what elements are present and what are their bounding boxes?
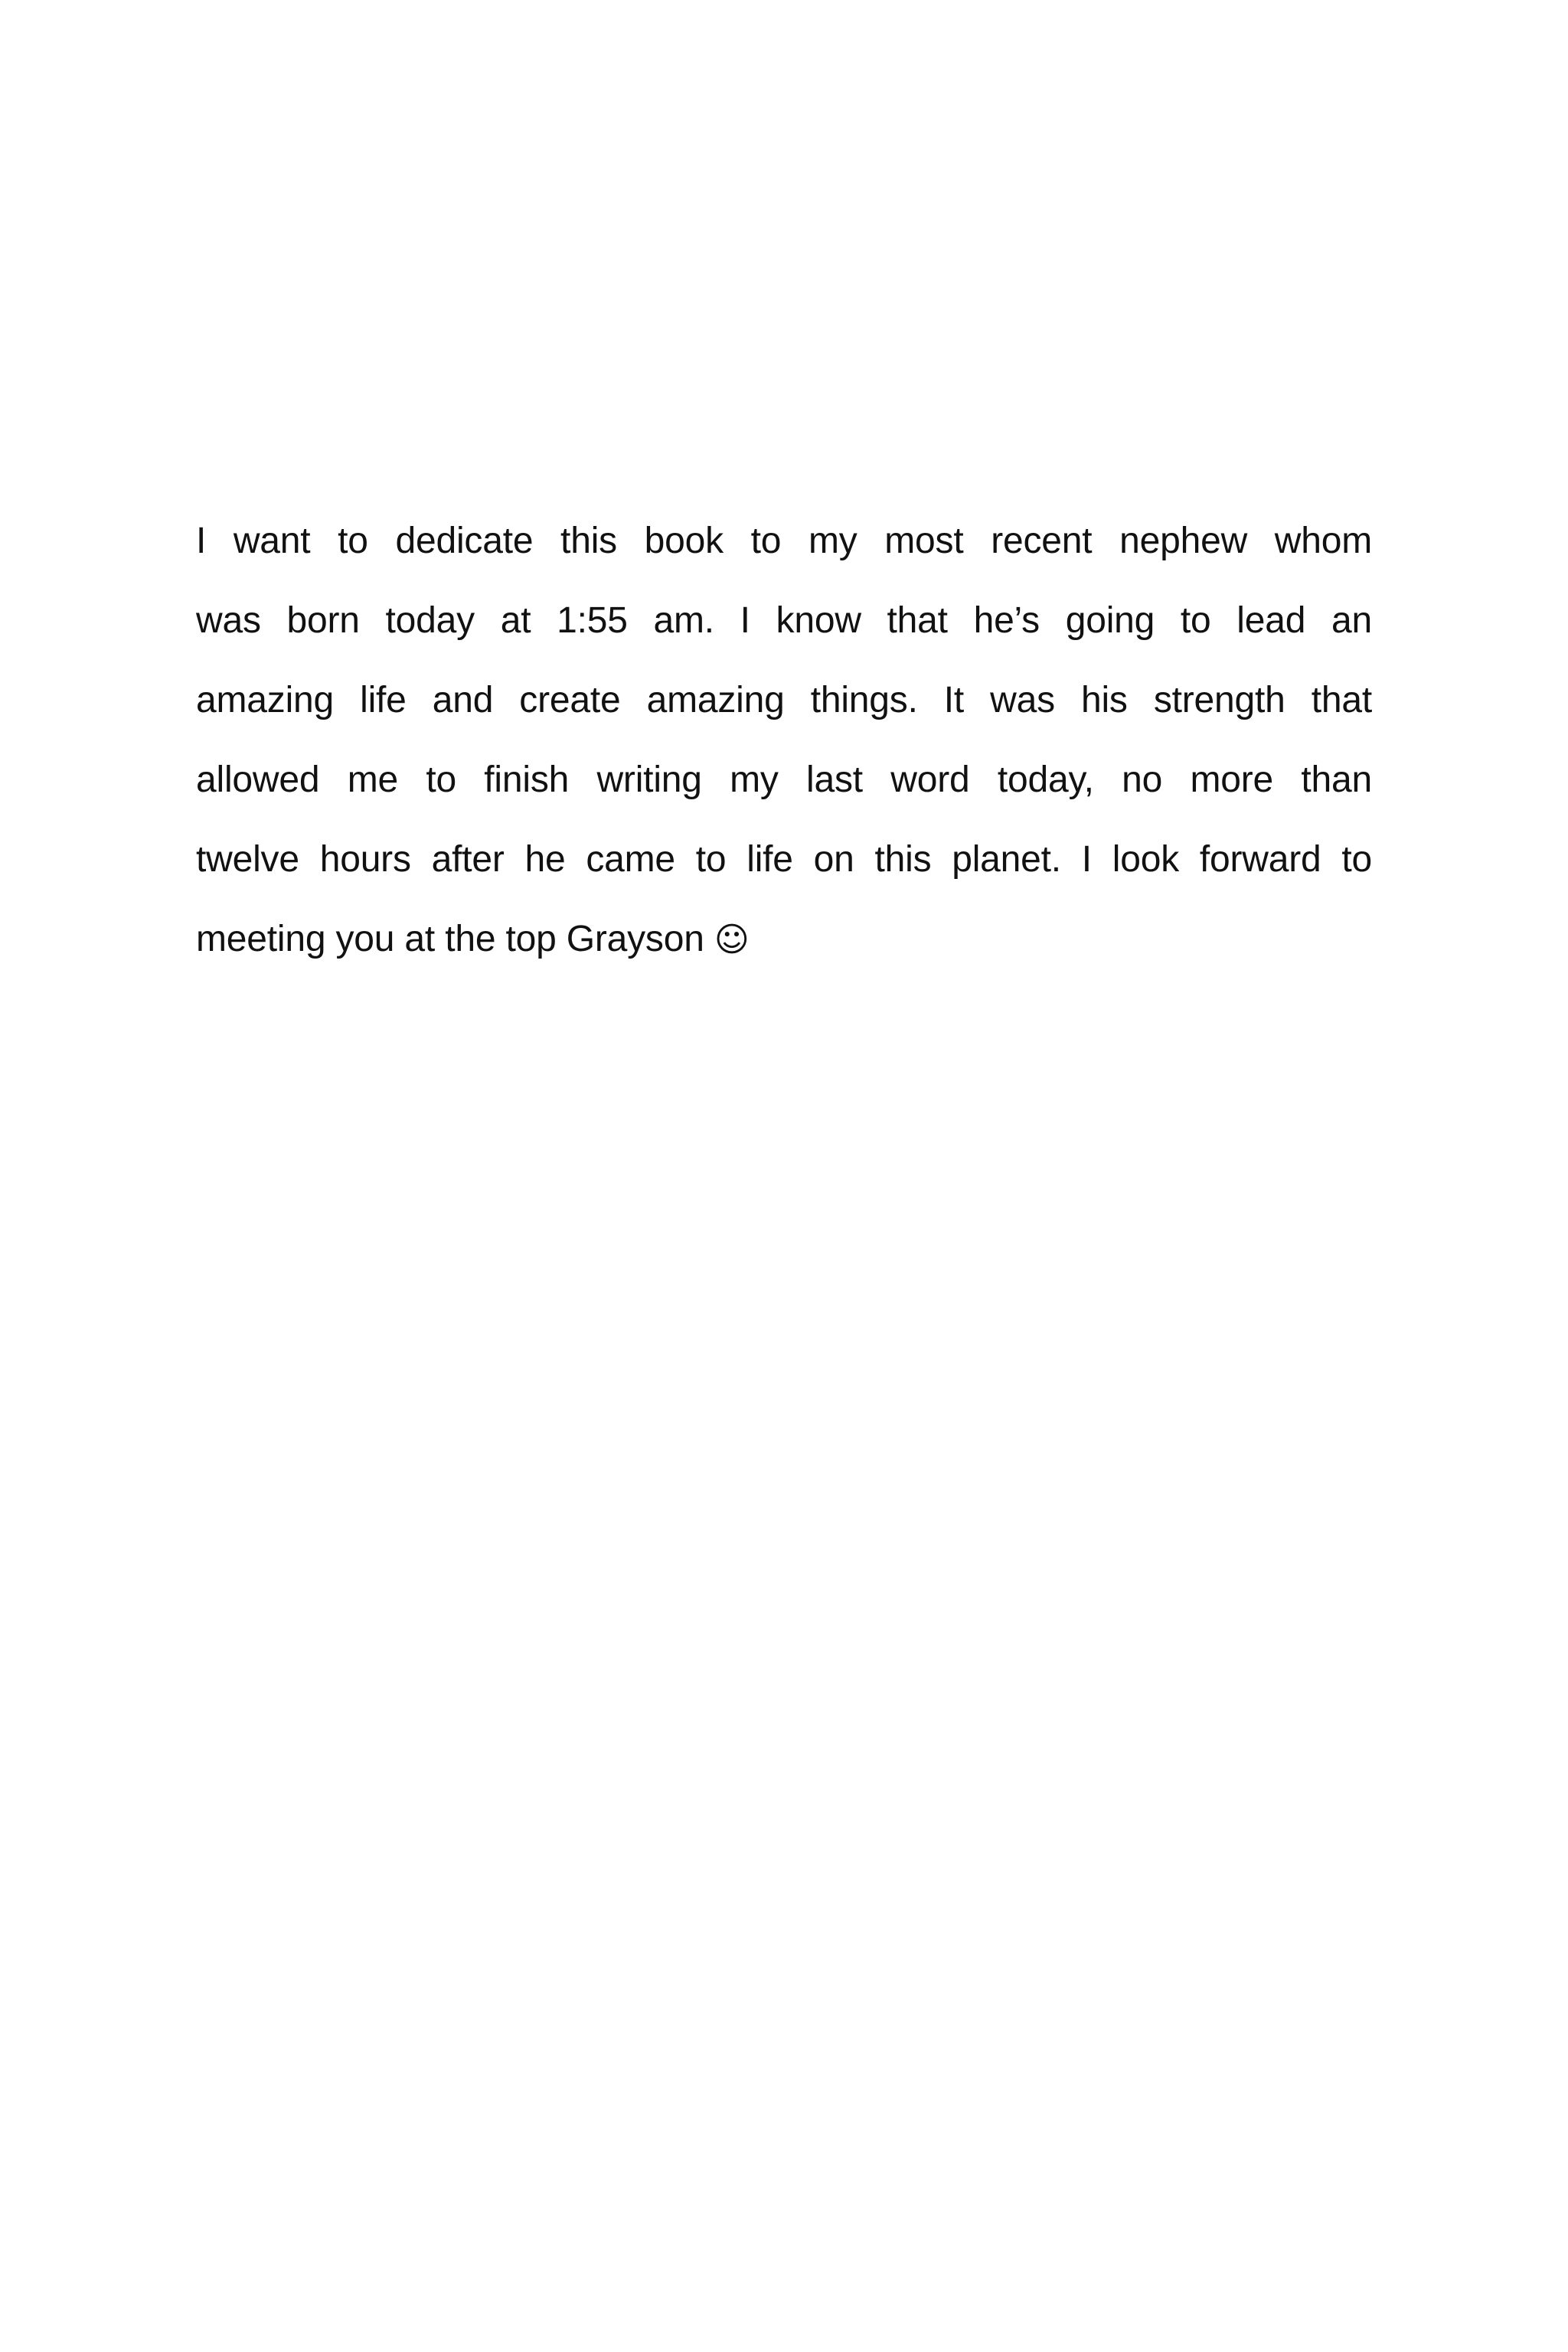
smiley-icon: ☺ [714, 920, 750, 959]
dedication-line-2: was born today at 1:55 am. I know that he’s going to lead an [196, 600, 1372, 641]
dedication-line-6-text: meeting you at the top Grayson [196, 919, 704, 959]
dedication-paragraph [196, 501, 1372, 980]
dedication-line-6 [196, 900, 1372, 980]
dedication-line-3: amazing life and create amazing things. It was his strength that [196, 680, 1372, 720]
dedication-line-4: allowed me to finish writing my last word today, no more than [196, 760, 1372, 800]
dedication-line-1: I want to dedicate this book to my most recent nephew whom [196, 521, 1372, 561]
dedication-line-5: twelve hours after he came to life on this planet. I look forward to [196, 839, 1372, 880]
